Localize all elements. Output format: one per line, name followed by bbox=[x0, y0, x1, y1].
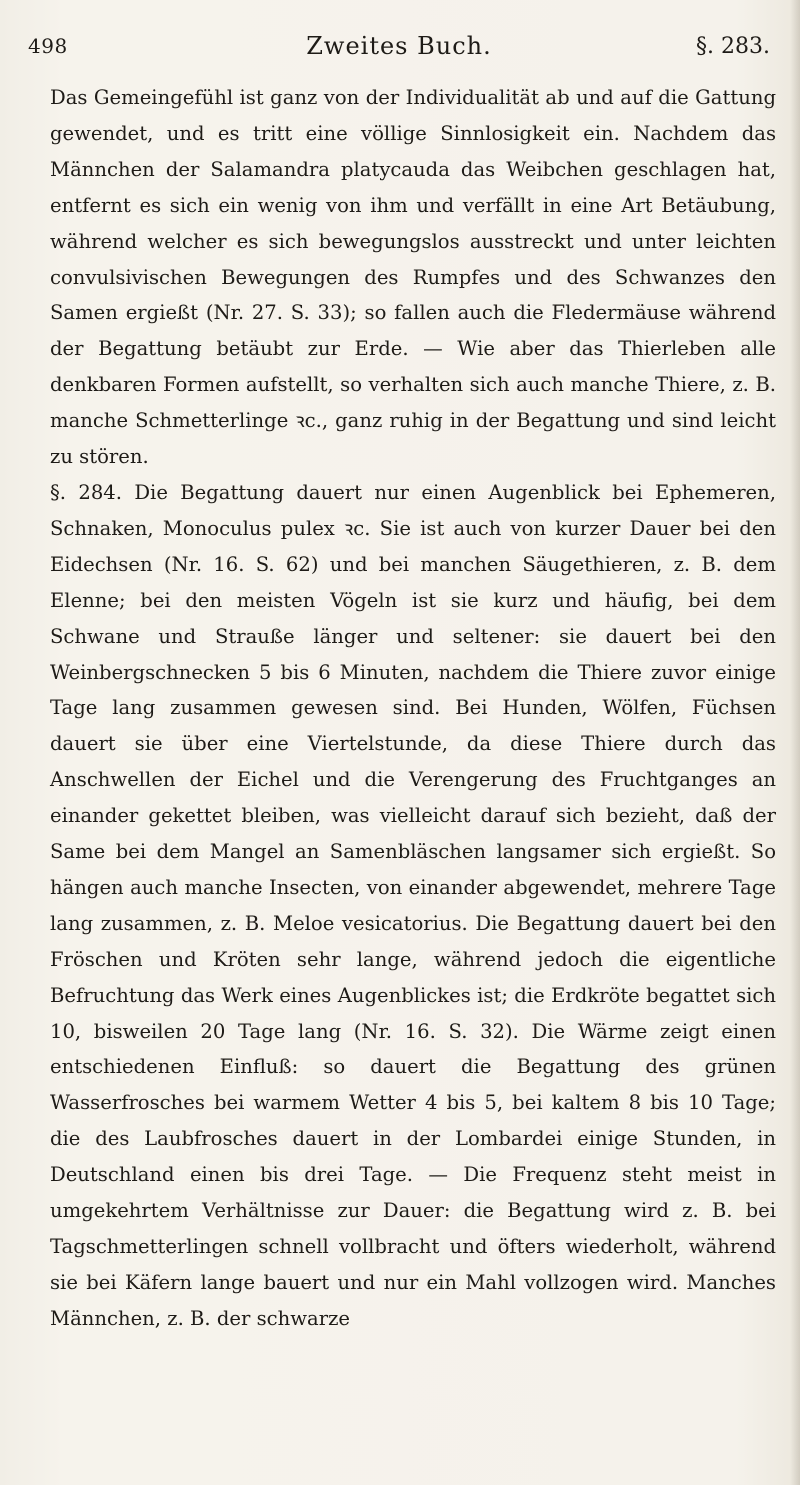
page-edge-shadow bbox=[790, 0, 800, 1485]
page-header bbox=[28, 28, 770, 68]
section-number: §. 283. bbox=[696, 34, 770, 59]
paragraph-gemeingefuehl: Das Gemeingefühl ist ganz von der Individualität ab und auf die Gattung gewendet, und es tritt eine völlige Sinnlosigkeit ein. Nachdem das Männchen der Salamandra platycauda das Weibchen geschlagen hat, entfernt es sich ein wenig von ihm und verfällt in eine Art Betäubung, während welcher es sich bewegungslos ausstreckt und unter leichten convulsivischen Bewegungen des Rumpfes und des Schwanzes den Samen ergießt (Nr. 27. S. 33); so fallen auch die Fledermäuse während der Begattung betäubt zur Erde. — Wie aber das Thierleben alle denkbaren Formen aufstellt, so verhalten sich auch manche Thiere, z. B. manche Schmetterlinge ꝛc., ganz ruhig in der Begattung und sind leicht zu stören. bbox=[50, 86, 776, 469]
running-title: Zweites Buch. bbox=[306, 32, 492, 60]
paragraph-284-begattung: §. 284. Die Begattung dauert nur einen Augenblick bei Ephemeren, Schnaken, Monoculus pulex ꝛc. Sie ist auch von kurzer Dauer bei den Eidechsen (Nr. 16. S. 62) und bei manchen Säugethieren, z. B. dem Elenne; bei den meisten Vögeln ist sie kurz und häufig, bei dem Schwane und Strauße länger und seltener: sie dauert bei den Weinbergschnecken 5 bis 6 Minuten, nachdem die Thiere zuvor einige Tage lang zusammen gewesen sind. Bei Hunden, Wölfen, Füchsen dauert sie über eine Viertelstunde, da diese Thiere durch das Anschwellen der Eichel und die Verengerung des Fruchtganges an einander gekettet bleiben, was vielleicht darauf sich bezieht, daß der Same bei dem Mangel an Samenbläschen langsamer sich ergießt. So hängen auch manche Insecten, von einander abgewendet, mehrere Tage lang zusammen, z. B. Meloe vesicatorius. Die Begattung dauert bei den Fröschen und Kröten sehr lange, während jedoch die eigentliche Befruchtung das Werk eines Augenblickes ist; die Erdkröte begattet sich 10, bisweilen 20 Tage lang (Nr. 16. S. 32). Die Wärme zeigt einen entschiedenen Einfluß: so dauert die Begattung des grünen Wasserfrosches bei warmem Wetter 4 bis 5, bei kaltem 8 bis 10 Tage; die des Laubfrosches dauert in der Lombardei einige Stunden, in Deutschland einen bis drei Tage. — Die Frequenz steht meist in umgekehrtem Verhältnisse zur Dauer: die Begattung wird z. B. bei Tagschmetterlingen schnell vollbracht und öfters wiederholt, während sie bei Käfern lange bauert und nur ein Mahl vollzogen wird. Manches Männchen, z. B. der schwarze bbox=[50, 480, 776, 1330]
page-number: 498 bbox=[28, 34, 68, 58]
body-text bbox=[50, 80, 776, 1337]
